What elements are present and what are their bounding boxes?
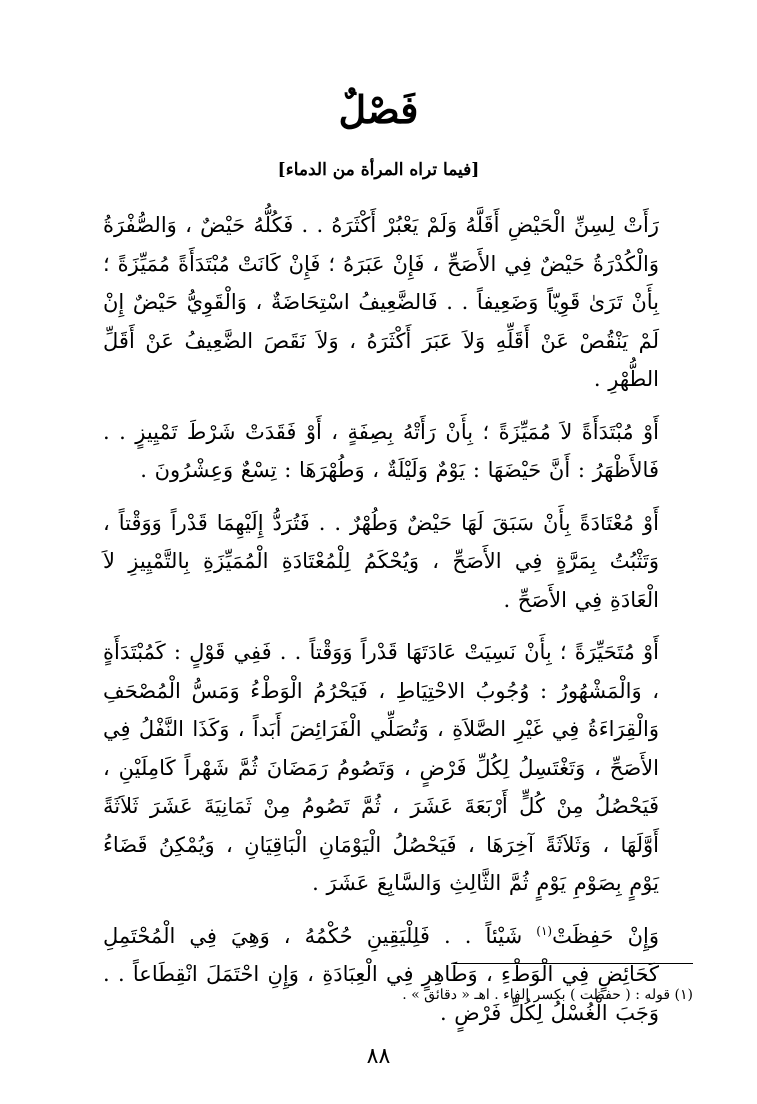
paragraph-2: أَوْ مُبْتَدَأَةً لاَ مُمَيِّزَةً ؛ بِأَنْ رَأَتْهُ بِصِفَةٍ ، أَوْ فَقَدَتْ شَرْطَ تَمْيِيزٍ . . فَالأَظْهَرُ : أَنَّ حَيْضَهَا : يَوْمٌ وَلَيْلَةٌ ، وَطُهْرَهَا : تِسْعٌ وَعِشْرُونَ . [103, 419, 659, 482]
footnote-text: قوله : ( حفظت ) بكسر الفاء . اهـ « دقائق » . [402, 987, 671, 1003]
footnote-divider [453, 963, 693, 964]
footnote [200, 984, 693, 1006]
section-subheading: [فيما تراه المرأة من الدماء] [277, 160, 480, 180]
section-heading: فَصْلٌ [338, 87, 419, 132]
page-number: ٨٨ [366, 1044, 391, 1069]
footnote-number: (١) [674, 987, 693, 1003]
paragraph-5-rest: شَيْئاً . . فَلِلْيَقِينِ حُكْمُهُ ، وَهِيَ فِي الْمُحْتَمِلِ كَحَائِضٍ فِي الْوَطْءِ ، وَطَاهِرٍ فِي الْعِبَادَةِ ، وَإِنِ احْتَمَلَ انْقِطَاعاً . . وَجَبَ الْغُسْلُ لِكُلِّ فَرْضٍ . [103, 923, 659, 1025]
paragraph-3: أَوْ مُعْتَادَةً بِأَنْ سَبَقَ لَهَا حَيْضٌ وَطُهْرٌ . . فَتُرَدُّ إِلَيْهِمَا قَدْراً وَوَقْتاً ، وَتَثْبُتُ بِمَرَّةٍ فِي الأَصَحِّ ، وَيُحْكَمُ لِلْمُعْتَادَةِ الْمُمَيِّزَةِ بِالتَّمْيِيزِ لاَ الْعَادَةِ فِي الأَصَحِّ . [103, 510, 659, 612]
main-text [103, 206, 659, 1032]
paragraph-5-start: وَإِنْ حَفِظَتْ [552, 923, 660, 948]
paragraph-1: رَأَتْ لِسِنِّ الْحَيْضِ أَقَلَّهُ وَلَمْ يَعْبُرْ أَكْثَرَهُ . . فَكُلُّهُ حَيْضٌ ، وَالصُّفْرَةُ وَالْكُدْرَةُ حَيْضٌ فِي الأَصَحِّ ، فَإِنْ عَبَرَهُ ؛ فَإِنْ كَانَتْ مُبْتَدَأَةً مُمَيِّزَةً ؛ بِأَنْ تَرَىٰ قَوِيّاً وَضَعِيفاً . . فَالضَّعِيفُ اسْتِحَاضَةٌ ، وَالْقَوِيُّ حَيْضٌ إِنْ لَمْ يَنْقُصْ عَنْ أَقَلِّهِ وَلاَ عَبَرَ أَكْثَرَهُ ، وَلاَ نَقَصَ الضَّعِيفُ عَنْ أَقَلِّ الطُّهْرِ . [103, 213, 659, 391]
footnote-reference[interactable]: (١) [536, 923, 553, 938]
paragraph-5 [103, 917, 659, 1033]
paragraph-4: أَوْ مُتَحَيِّرَةً ؛ بِأَنْ نَسِيَتْ عَادَتَهَا قَدْراً وَوَقْتاً . . فَفِي قَوْلٍ : كَمُبْتَدَأَةٍ ، وَالْمَشْهُورُ : وُجُوبُ الاحْتِيَاطِ ، فَيَحْرُمُ الْوَطْءُ وَمَسُّ الْمُصْحَفِ وَالْقِرَاءَةُ فِي غَيْرِ الصَّلاَةِ ، وَتُصَلِّي الْفَرَائِضَ أَبَداً ، وَكَذَا النَّفْلُ فِي الأَصَحِّ ، وَتَغْتَسِلُ لِكُلِّ فَرْضٍ ، وَتَصُومُ رَمَضَانَ ثُمَّ شَهْراً كَامِلَيْنِ ، فَيَحْصُلُ مِنْ كُلٍّ أَرْبَعَةَ عَشَرَ ، ثُمَّ تَصُومُ مِنْ ثَمَانِيَةَ عَشَرَ ثَلاَثَةً أَوَّلَهَا ، وَثَلاَثَةً آخِرَهَا ، فَيَحْصُلُ الْيَوْمَانِ الْبَاقِيَانِ ، وَيُمْكِنُ قَضَاءُ يَوْمٍ بِصَوْمِ يَوْمٍ ثُمَّ الثَّالِثِ وَالسَّابِعَ عَشَرَ . [103, 640, 659, 895]
